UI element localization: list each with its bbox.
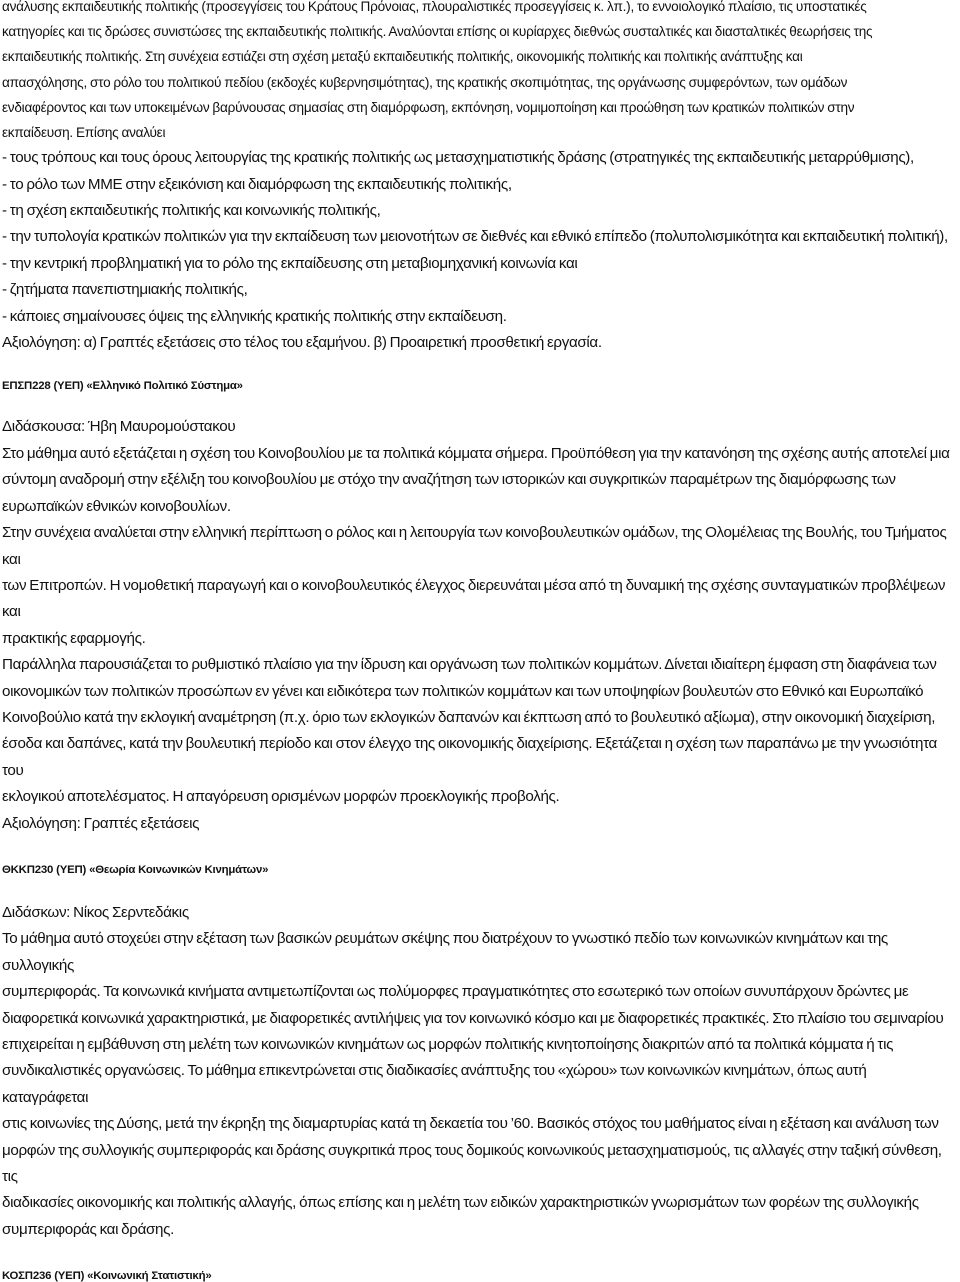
bullet-item: - τους τρόπους και τους όρους λειτουργίας της κρατικής πολιτικής ως μετασχηματιστικής δράσης (στρατηγικές της εκπαιδευτικής μεταρρύθμισης), (2, 149, 914, 167)
course-heading: ΘΚΚΠ230 (ΥΕΠ) «Θεωρία Κοινωνικών Κινημάτων» (2, 863, 269, 876)
course-text-line: Παράλληλα παρουσιάζεται το ρυθμιστικό πλαίσιο για την ίδρυση και οργάνωση των πολιτικών κομμάτων. Δίνεται ιδιαίτερη έμφαση στη διαφάνεια των (2, 656, 937, 674)
instructor-line: Διδάσκουσα: Ήβη Μαυρομούστακου (2, 418, 236, 436)
course-text-line: πρακτικής εφαρμογής. (2, 629, 146, 647)
course-text-line: μορφών της συλλογικής συμπεριφοράς και δράσης συγκριτικά προς τους δομικούς κοινωνικούς μετασχηματισμούς, τις αλλαγές στην ταξική σύνθεση, τις (2, 1141, 942, 1186)
course-text-line: συμπεριφοράς. Τα κοινωνικά κινήματα αντιμετωπίζονται ως πολύμορφες πραγματικότητες στο εσωτερικό των οποίων συνυπάρχουν δρώντες με (2, 983, 909, 1001)
course-text-line: Στο μάθημα αυτό εξετάζεται η σχέση του Κοινοβουλίου με τα πολιτικά κόμματα σήμερα. Προϋπόθεση για την κατανόηση της σχέσης αυτής αποτελεί μια (2, 444, 950, 462)
course-text-line: Το μάθημα αυτό στοχεύει στην εξέταση των βασικών ρευμάτων σκέψης που διατρέχουν το γνωστικό πεδίο των κοινωνικών κινημάτων και της συλλογικής (2, 930, 888, 974)
course-text-line: διαδικασίες οικονομικής και πολιτικής αλλαγής, όπως επίσης και η μελέτη των ειδικών χαρακτηριστικών γνωρισμάτων των φορέων της συλλογικής (2, 1194, 919, 1212)
course-text-line: επιχειρείται η εμβάθυνση στη μελέτη των κοινωνικών κινημάτων ως μορφών πολιτικής κινητοποίησης διακριτών από τα πολιτικά κόμματα ή τις (2, 1036, 894, 1053)
course-text-line: έσοδα και δαπάνες, κατά την βουλευτική περίοδο και στον έλεγχο της οικονομικής διαχείρισης. Εξετάζεται η σχέση των παραπάνω με την γνωσιότητα του (2, 735, 937, 779)
intro-line: εκπαιδευτικής πολιτικής. Στη συνέχεια εστιάζει στη σχέση μεταξύ εκπαιδευτικής πολιτικής, οικονομικής πολιτικής και πολιτικής ανάπτυξης και (2, 49, 803, 65)
course-section (2, 1270, 952, 1282)
assessment-text: Αξιολόγηση: Γραπτές εξετάσεις (2, 814, 200, 832)
bullet-item: - την κεντρική προβληματική για το ρόλο της εκπαίδευσης στη μεταβιομηχανική κοινωνία και (2, 254, 578, 272)
intro-line: κατηγορίες και τις δρώσες συνιστώσες της εκπαιδευτικής πολιτικής. Αναλύονται επίσης οι κυρίαρχες διεθνώς συσταλτικές και διασταλτικές θεωρήσεις της (2, 24, 873, 40)
course-text-line: συνδικαλιστικές οργανώσεις. Το μάθημα επικεντρώνεται στις διαδικασίες ανάπτυξης του «χώρου» των κοινωνικών κινημάτων, όπως αυτή καταγράφεται (2, 1062, 867, 1106)
course-text-line: ευρωπαϊκών εθνικών κοινοβουλίων. (2, 497, 231, 515)
instructor-line: Διδάσκων: Νίκος Σερντεδάκις (2, 903, 189, 921)
intro-line: εκπαίδευση. Επίσης αναλύει (2, 125, 166, 141)
course-text-line: Κοινοβούλιο κατά την εκλογική αναμέτρηση (π.χ. όριο των εκλογικών δαπανών και έκπτωση από το βουλευτικό αξίωμα), στην οικονομική διαχείριση, (2, 708, 936, 726)
course-section (2, 864, 952, 1243)
intro-line: ανάλυσης εκπαιδευτικής πολιτικής (προσεγγίσεις του Κράτους Πρόνοιας, πλουραλιστικές προσεγγίσεις κ. λπ.), το εννοιολογικό πλαίσιο, τις υποστατικές (2, 0, 867, 14)
course-text-line: στις κοινωνίες της Δύσης, μετά την έκρηξη της διαμαρτυρίας κατά τη δεκαετία του ’60. Βασικός στόχος του μαθήματος είναι η εξέταση και ανάλυση των (2, 1115, 939, 1133)
course-text-line: συμπεριφοράς και δράσης. (2, 1220, 174, 1238)
intro-line: ενδιαφέροντος και των υποκειμένων βαρύνουσας σημασίας στη διαμόρφωση, εκπόνηση, νομιμοποίηση και προώθηση των κρατικών πολιτικών στην (2, 99, 855, 115)
bullet-item: - τη σχέση εκπαιδευτικής πολιτικής και κοινωνικής πολιτικής, (2, 202, 381, 220)
course-heading: ΚΟΣΠ236 (ΥΕΠ) «Κοινωνική Στατιστική» (2, 1270, 212, 1282)
course-text-line: διαφορετικά κοινωνικά χαρακτηριστικά, με διαφορετικές αντιλήψεις για τον κοινωνικό κόσμο και με διαφορετικές πρακτικές. Στο πλαίσιο του σεμιναρίου (2, 1009, 944, 1027)
intro-section (2, 0, 952, 356)
course-text-line: των Επιτροπών. Η νομοθετική παραγωγή και ο κοινοβουλευτικός έλεγχος διερευνάται μέσα από τη δυναμική της σχέσης συνταγματικών προβλέψεων και (2, 576, 946, 621)
bullet-item: - κάποιες σημαίνουσες όψεις της ελληνικής κρατικής πολιτικής στην εκπαίδευση. (2, 307, 507, 325)
course-text-line: Στην συνέχεια αναλύεται στην ελληνική περίπτωση ο ρόλος και η λειτουργία των κοινοβουλευτικών ομάδων, της Ολομέλειας της Βουλής, του Τμήματος και (2, 524, 947, 568)
intro-line: απασχόλησης, στο ρόλο του πολιτικού πεδίου (εκδοχές κυβερνησιμότητας), της κρατικής σκοπιμότητας, της οργάνωσης συμφερόντων, των ομάδων (2, 74, 848, 90)
bullet-item: - την τυπολογία κρατικών πολιτικών για την εκπαίδευση των μειονοτήτων σε διεθνές και εθνικό επίπεδο (πολυπολισμικότητα και εκπαιδευτική πολιτική), (2, 228, 948, 246)
assessment-text: Αξιολόγηση: α) Γραπτές εξετάσεις στο τέλος του εξαμήνου. β) Προαιρετική προσθετική εργασία. (2, 334, 602, 352)
bullet-item: - ζητήματα πανεπιστημιακής πολιτικής, (2, 281, 248, 299)
course-text-line: εκλογικού αποτελέσματος. Η απαγόρευση ορισμένων μορφών προεκλογικής προβολής. (2, 788, 560, 806)
course-text-line: σύντομη αναδρομή στην εξέλιξη του κοινοβουλίου με στόχο την αναζήτηση των ιστορικών και συγκριτικών παραμέτρων της διαμόρφωσης των (2, 471, 896, 489)
course-section (2, 380, 952, 837)
bullet-item: - το ρόλο των ΜΜΕ στην εξεικόνιση και διαμόρφωση της εκπαιδευτικής πολιτικής, (2, 175, 512, 193)
course-heading: ΕΠΣΠ228 (ΥΕΠ) «Ελληνικό Πολιτικό Σύστημα» (2, 380, 243, 393)
document-page (2, 0, 952, 1282)
course-text-line: οικονομικών των πολιτικών προσώπων εν γένει και ειδικότερα των πολιτικών κομμάτων και των υποψηφίων βουλευτών στο Εθνικό και Ευρωπαϊκό (2, 682, 924, 700)
